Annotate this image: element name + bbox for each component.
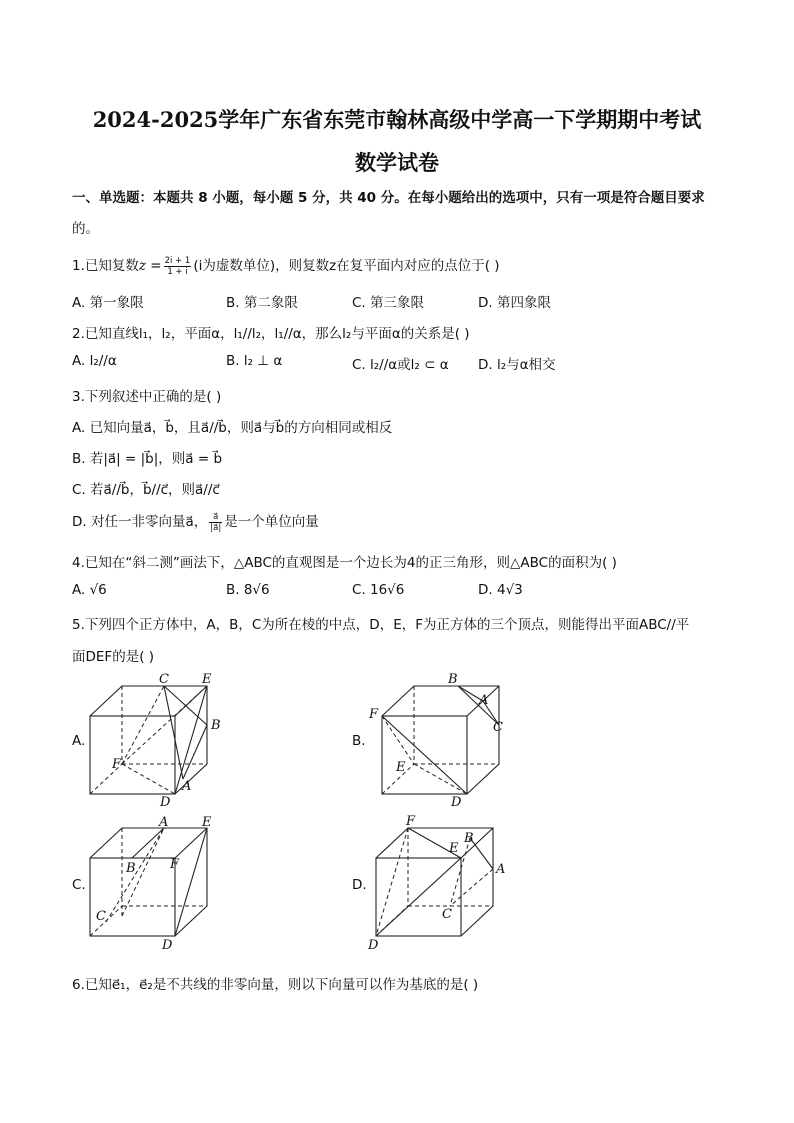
q1-option-d: D. 第四象限 <box>478 295 551 311</box>
q3-option-d <box>72 510 319 533</box>
cube-c-point-c: C <box>96 909 106 924</box>
question-6-stem: 6.已知e⃗₁，e⃗₂是不共线的非零向量，则以下向量可以作为基底的是( ) <box>72 977 479 993</box>
question-5-stem-line2: 面DEF的是( ) <box>72 649 155 665</box>
cube-d-point-e: E <box>449 841 459 856</box>
cube-d-line-ed <box>376 858 461 936</box>
question-5-stem-line1: 5.下列四个正方体中，A，B，C为所在棱的中点，D，E，F为正方体的三个顶点，则能得出平面ABC//平 <box>72 617 690 633</box>
q3-d-pre: D. 对任一非零向量a⃗， <box>72 514 208 530</box>
cube-a-line-fe <box>122 686 207 764</box>
q2-option-b: B. l₂ ⊥ α <box>226 353 283 369</box>
cube-c-hidden-diag <box>90 906 122 936</box>
section-intro-line1: 一、单选题：本题共 8 小题，每小题 5 分，共 40 分。在每小题给出的选项中，只有一项是符合题目要求 <box>72 190 705 206</box>
cube-a-line-fc <box>122 686 164 764</box>
q3-option-c: C. 若a⃗//b⃗，b⃗//c⃗，则a⃗//c⃗ <box>72 482 220 498</box>
cube-b-point-a: A <box>479 693 489 708</box>
cube-d-point-b: B <box>464 831 474 846</box>
q3-d-post: 是一个单位向量 <box>224 514 319 530</box>
cube-b-line-fe <box>382 716 414 764</box>
q3-d-fraction <box>209 512 222 533</box>
q1-fraction <box>164 256 192 277</box>
q1-frac-den: 1 + i <box>167 266 188 277</box>
cube-a-point-e: E <box>202 672 212 687</box>
cube-b-point-b: B <box>448 672 458 687</box>
section-intro-line2: 的。 <box>72 221 99 237</box>
cube-d-point-c: C <box>442 907 452 922</box>
cube-a-line-fd <box>122 764 175 794</box>
question-3-stem: 3.下列叙述中正确的是( ) <box>72 389 222 405</box>
cube-b-point-c: C <box>493 720 503 735</box>
cube-d-point-d: D <box>368 938 379 952</box>
question-4-stem: 4.已知在“斜二测”画法下，△ABC的直观图是一个边长为4的正三角形，则△ABC的面积为( ) <box>72 555 617 571</box>
cube-b-point-e: E <box>396 760 406 775</box>
cube-b-point-d: D <box>451 795 462 808</box>
q1-var: z = <box>138 258 162 274</box>
q4-option-d: D. 4√3 <box>478 582 523 598</box>
q3-d-frac-den: |a⃗| <box>210 522 222 533</box>
cube-c-line-ed <box>175 828 207 936</box>
q4-option-a: A. √6 <box>72 582 107 598</box>
cube-a-point-a: A <box>182 779 192 794</box>
q1-option-b: B. 第二象限 <box>226 295 298 311</box>
q1-post: (i为虚数单位)，则复数z在复平面内对应的点位于( ) <box>193 258 500 274</box>
cube-figure-a <box>80 668 230 808</box>
question-2-stem: 2.已知直线l₁，l₂，平面α，l₁//l₂，l₁//α，那么l₂与平面α的关系是( ) <box>72 326 470 342</box>
q5-figure-label-a: A. <box>72 733 86 749</box>
cube-figure-b <box>362 668 512 808</box>
cube-figure-c <box>80 812 230 952</box>
q3-option-a: A. 已知向量a⃗，b⃗，且a⃗//b⃗，则a⃗与b⃗的方向相同或相反 <box>72 420 393 436</box>
q4-option-c: C. 16√6 <box>352 582 405 598</box>
q5-figure-label-c: C. <box>72 877 86 893</box>
cube-b-point-f: F <box>369 707 379 722</box>
q5-figure-label-d: D. <box>352 877 367 893</box>
q1-frac-num: 2i + 1 <box>164 255 191 266</box>
q2-option-a: A. l₂//α <box>72 353 117 369</box>
cube-a-line-de <box>175 686 207 794</box>
cube-figure-d <box>362 812 512 952</box>
q4-option-b: B. 8√6 <box>226 582 270 598</box>
cube-a-point-d: D <box>160 795 171 808</box>
q3-option-b: B. 若|a⃗| = |b⃗|，则a⃗ = b⃗ <box>72 451 223 467</box>
q1-pre: 1.已知复数 <box>72 258 139 274</box>
cube-a-point-c: C <box>159 672 169 687</box>
cube-d-line-ac <box>450 869 493 906</box>
cube-a-point-b: B <box>211 718 221 733</box>
cube-c-point-d: D <box>162 938 173 952</box>
q3-d-frac-num: a⃗ <box>209 512 222 523</box>
cube-d-line-fd <box>376 828 408 936</box>
cube-d-point-a: A <box>496 862 506 877</box>
q1-option-a: A. 第一象限 <box>72 295 144 311</box>
q5-figure-label-b: B. <box>352 733 366 749</box>
q2-option-c: C. l₂//α或l₂ ⊂ α <box>352 357 449 373</box>
question-1-stem <box>72 254 500 277</box>
page-title: 2024-2025学年广东省东莞市翰林高级中学高一下学期期中考试 <box>92 107 702 132</box>
cube-d-point-f: F <box>406 814 416 829</box>
cube-c-point-a: A <box>159 815 169 830</box>
q1-option-c: C. 第三象限 <box>352 295 425 311</box>
cube-a-point-f: F <box>112 757 122 772</box>
cube-c-point-b: B <box>126 861 136 876</box>
q2-option-d: D. l₂与α相交 <box>478 357 556 373</box>
cube-a-line-ba <box>183 725 207 779</box>
cube-c-point-e: E <box>202 815 212 830</box>
page-subtitle: 数学试卷 <box>355 150 439 175</box>
cube-b-line-ed <box>414 764 467 794</box>
cube-c-point-f: F <box>170 857 180 872</box>
